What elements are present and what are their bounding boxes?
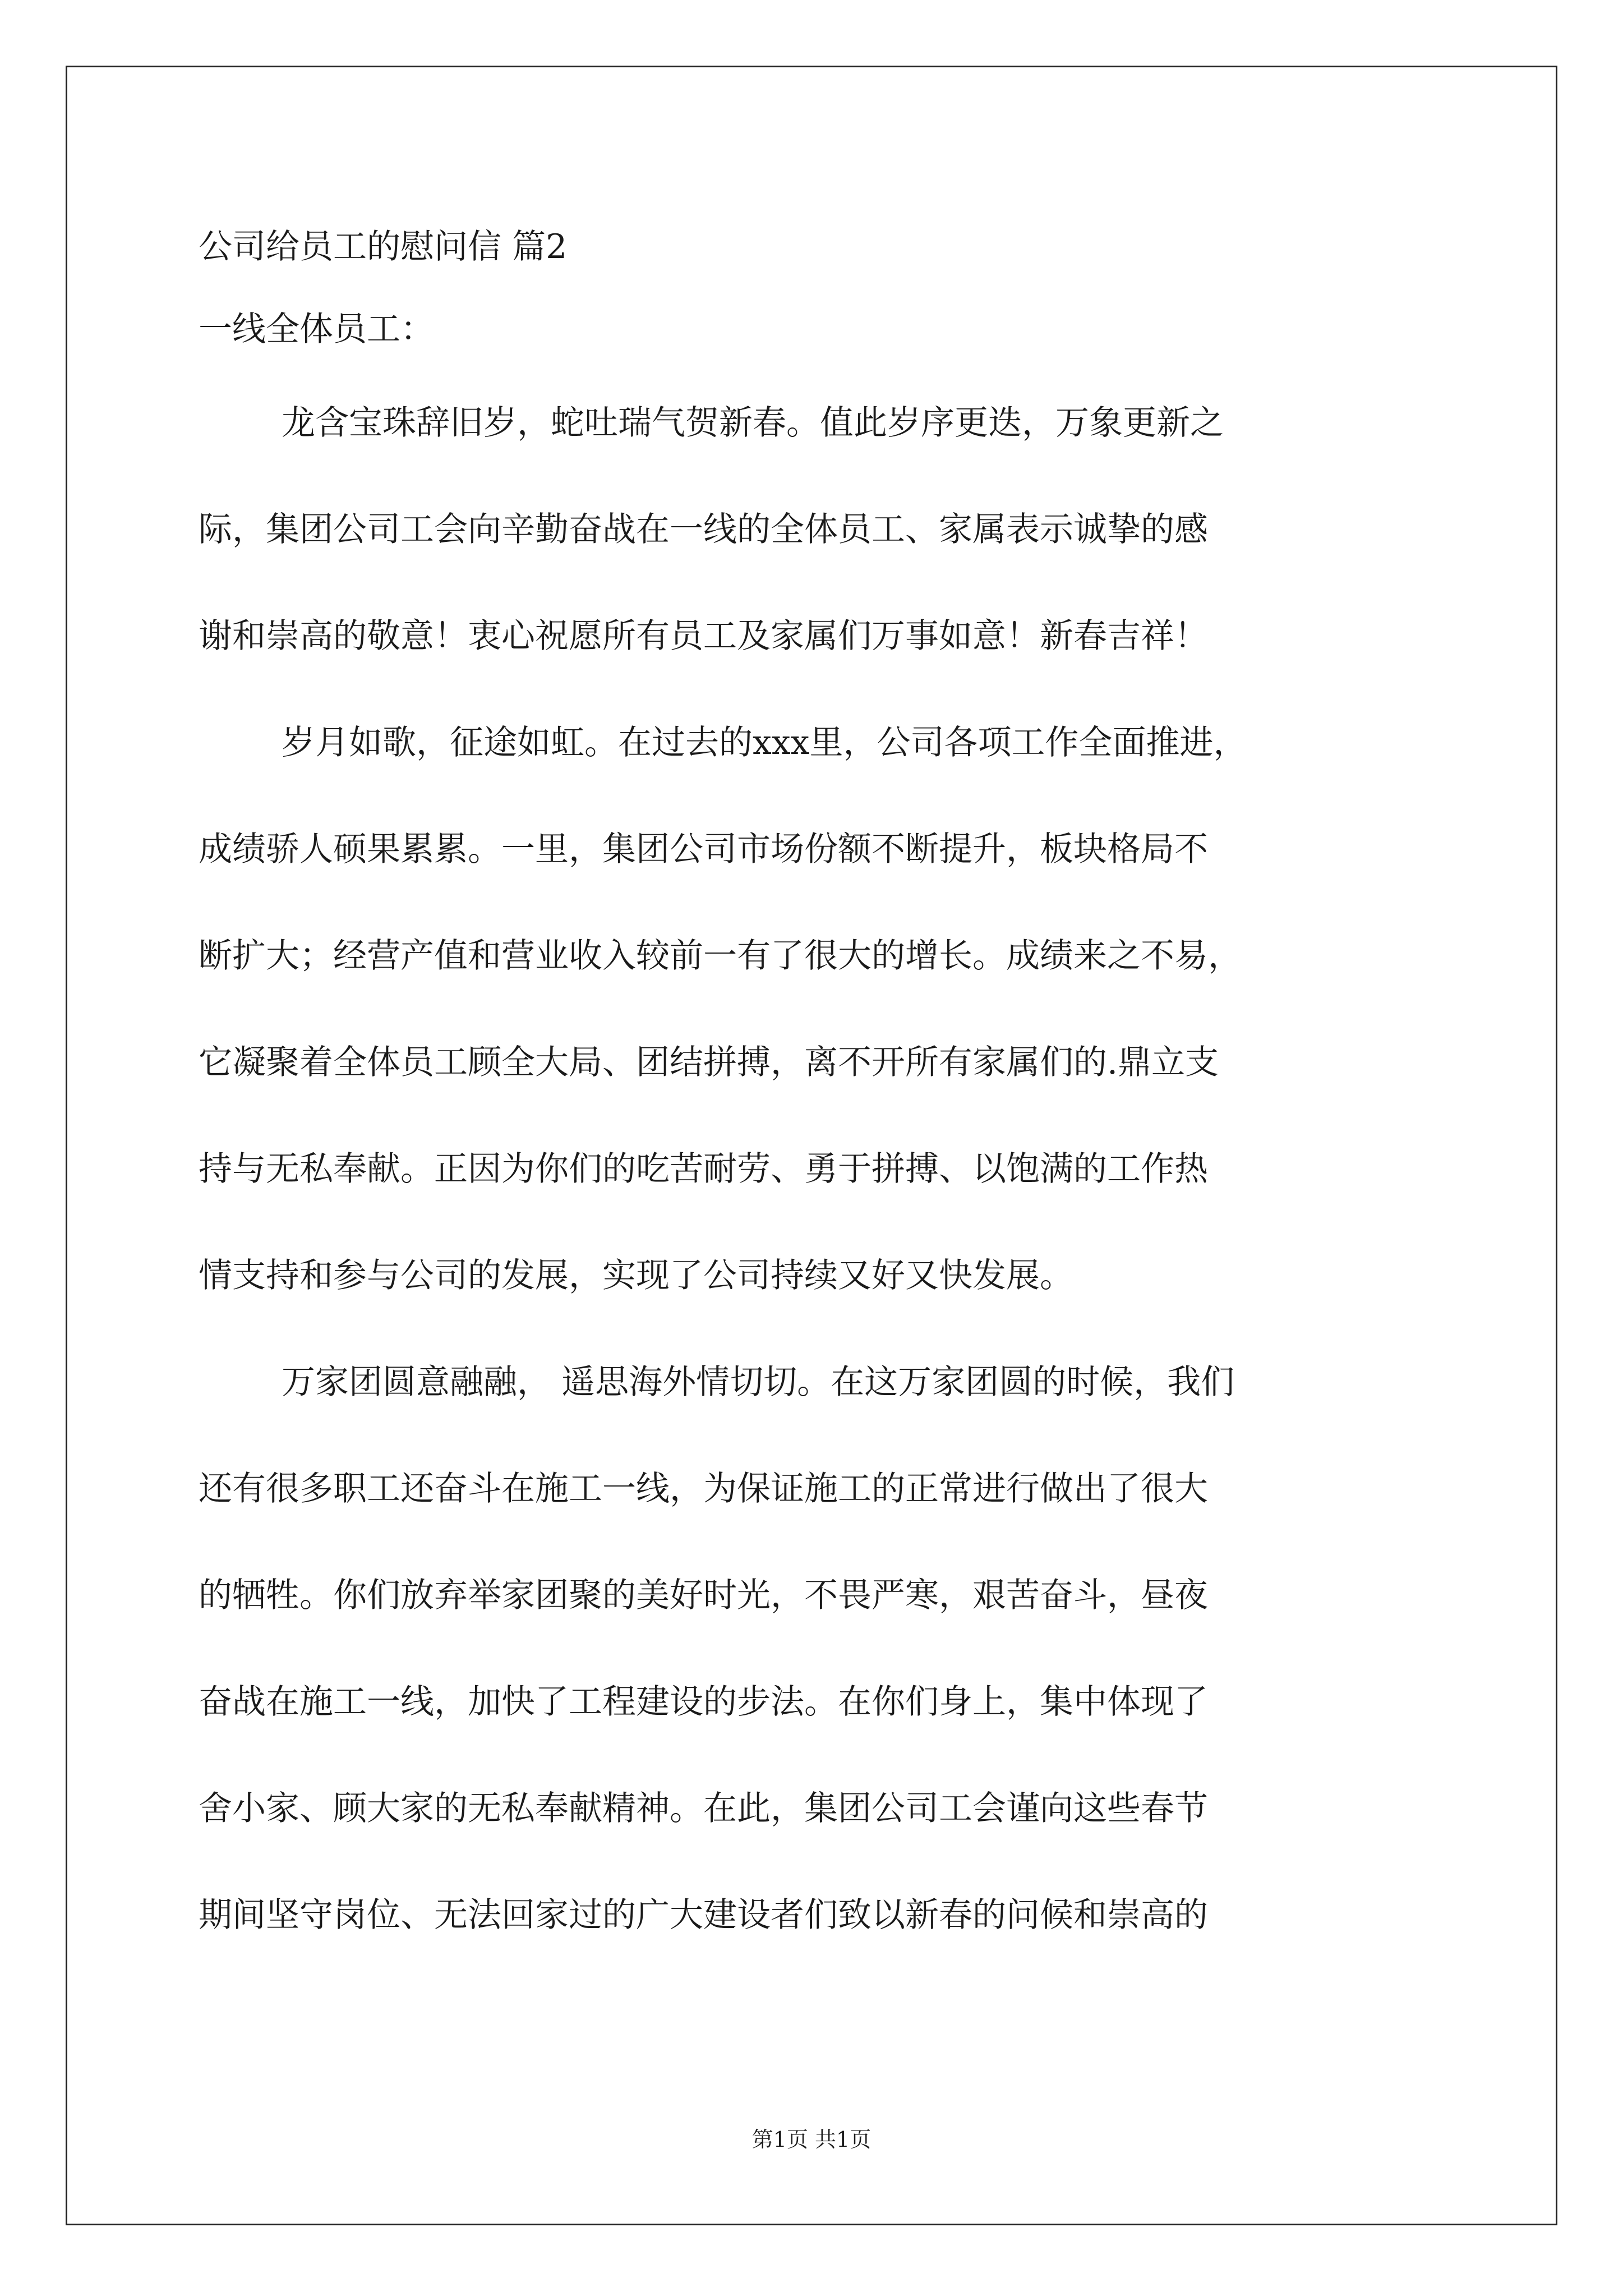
paragraph (199, 720, 1455, 1298)
paragraph-line: 岁月如歌，征途如虹。在过去的xxx里，公司各项工作全面推进， (282, 723, 1247, 762)
paragraph-line: 期间坚守岗位、无法回家过的广大建设者们致以新春的问候和崇高的 (199, 1895, 1208, 1935)
document-body (199, 224, 1455, 1938)
paragraph-line: 舍小家、顾大家的无私奉献精神。在此，集团公司工会谨向这些春节 (199, 1789, 1208, 1828)
page-footer: 第1页 共1页 (751, 2127, 872, 2152)
paragraph-line: 成绩骄人硕果累累。一里，集团公司市场份额不断提升，板块格局不 (199, 830, 1208, 869)
paragraph-line: 龙含宝珠辞旧岁，蛇吐瑞气贺新春。值此岁序更迭，万象更新之 (282, 403, 1224, 443)
paragraph (199, 401, 1455, 659)
paragraph-line: 还有很多职工还奋斗在施工一线，为保证施工的正常进行做出了很大 (199, 1469, 1208, 1508)
paragraph-line: 万家团圆意融融， 遥思海外情切切。在这万家团圆的时候，我们 (282, 1363, 1235, 1402)
paragraph-line: 持与无私奉献。正因为你们的吃苦耐劳、勇于拼搏、以饱满的工作热 (199, 1149, 1208, 1189)
paragraph (199, 1360, 1455, 1938)
paragraph-line: 奋战在施工一线，加快了工程建设的步法。在你们身上，集中体现了 (199, 1682, 1208, 1722)
paragraph-line: 情支持和参与公司的发展，实现了公司持续又好又快发展。 (199, 1256, 1073, 1295)
paragraph-line: 断扩大；经营产值和营业收入较前一有了很大的增长。成绩来之不易， (199, 936, 1242, 976)
paragraph-line: 谢和崇高的敬意！衷心祝愿所有员工及家属们万事如意！新春吉祥！ (199, 616, 1208, 656)
paragraph-line: 的牺牲。你们放弃举家团聚的美好时光，不畏严寒，艰苦奋斗，昼夜 (199, 1576, 1208, 1615)
paragraph-line: 际，集团公司工会向辛勤奋战在一线的全体员工、家属表示诚挚的感 (199, 510, 1208, 549)
paragraph-line: 它凝聚着全体员工顾全大局、团结拼搏，离不开所有家属们的.鼎立支 (199, 1043, 1219, 1082)
salutation: 一线全体员工： (199, 310, 434, 349)
document-title: 公司给员工的慰问信 篇2 (199, 227, 568, 266)
